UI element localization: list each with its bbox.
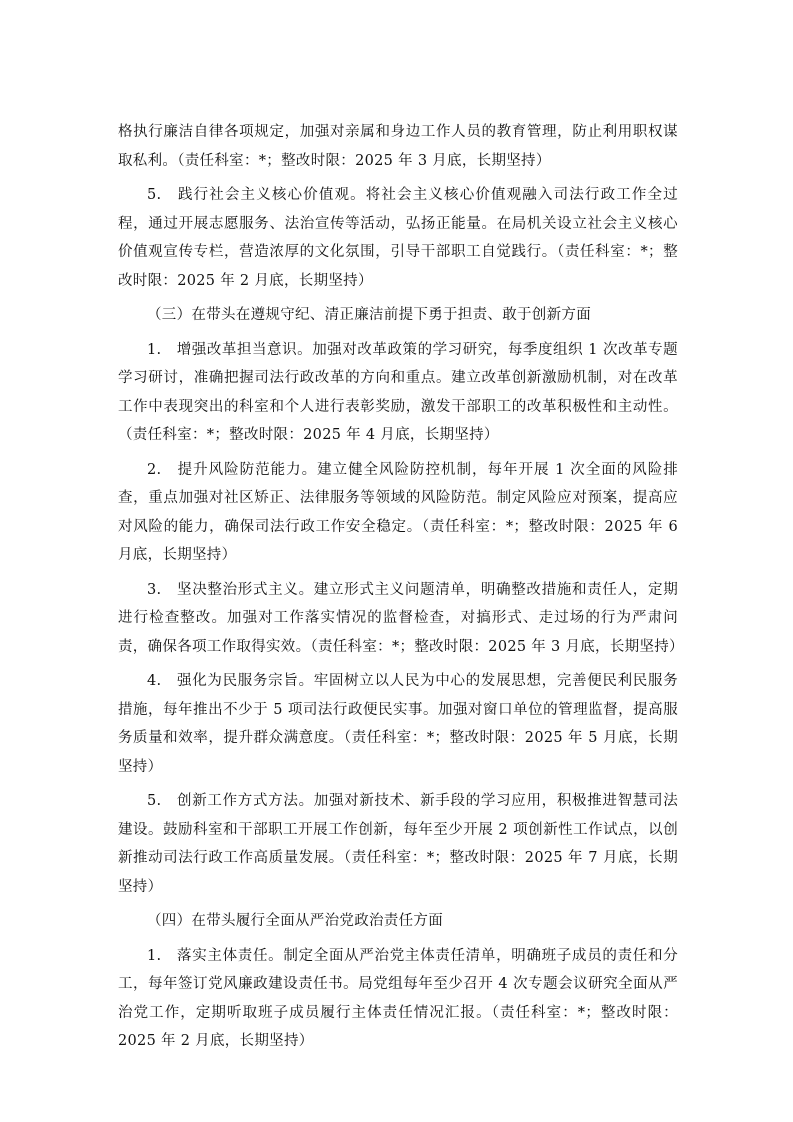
section-heading-3: （三）在带头在遵规守纪、清正廉洁前提下勇于担责、敢于创新方面 (147, 307, 591, 323)
paragraph-continuation: 格执行廉洁自律各项规定，加强对亲属和身边工作人员的教育管理，防止利用职权谋取私利。（责任科室：*；整改时限：2025 年 3 月底，长期坚持） (118, 124, 678, 169)
section-heading-4: （四）在带头履行全面从严治党政治责任方面 (147, 913, 443, 929)
list-item-5-innovation: 5. 创新工作方式方法。加强对新技术、新手段的学习应用，积极推进智慧司法建设。鼓励科室和干部职工开展工作创新，每年至少开展 2 项创新性工作试点，以创新推动司法行政工作高质量发展。（责任科室：*；整改时限：2025 年 7 月底，长期坚持） (118, 793, 678, 895)
list-item-1-reform: 1. 增强改革担当意识。加强对改革政策的学习研究，每季度组织 1 次改革专题学习研讨，准确把握司法行政改革的方向和重点。建立改革创新激励机制，对在改革工作中表现突出的科室和个人进行表彰奖励，激发干部职工的改革积极性和主动性。（责任科室：*；整改时限：2025 年 4 月底，长期坚持） (118, 341, 678, 443)
list-item-3-formalism: 3. 坚决整治形式主义。建立形式主义问题清单，明确整改措施和责任人，定期进行检查整改。加强对工作落实情况的监督检查，对搞形式、走过场的行为严肃问责，确保各项工作取得实效。（责任科室：*；整改时限：2025 年 3 月底，长期坚持） (118, 581, 684, 655)
list-item-1-responsibility: 1. 落实主体责任。制定全面从严治党主体责任清单，明确班子成员的责任和分工，每年签订党风廉政建设责任书。局党组每年至少召开 4 次专题会议研究全面从严治党工作，定期听取班子成员履行主体责任情况汇报。（责任科室：*；整改时限：2025 年 2 月底，长期坚持） (118, 947, 678, 1049)
document-page (118, 118, 684, 1062)
list-item-5-core-values: 5. 践行社会主义核心价值观。将社会主义核心价值观融入司法行政工作全过程，通过开展志愿服务、法治宣传等活动，弘扬正能量。在局机关设立社会主义核心价值观宣传专栏，营造浓厚的文化氛围，引导干部职工自觉践行。（责任科室：*；整改时限：2025 年 2 月底，长期坚持） (118, 187, 678, 289)
list-item-4-service: 4. 强化为民服务宗旨。牢固树立以人民为中心的发展思想，完善便民利民服务措施，每年推出不少于 5 项司法行政便民实事。加强对窗口单位的管理监督，提高服务质量和效率，提升群众满意度。（责任科室：*；整改时限：2025 年 5 月底，长期坚持） (118, 673, 678, 775)
list-item-2-risk: 2. 提升风险防范能力。建立健全风险防控机制，每年开展 1 次全面的风险排查，重点加强对社区矫正、法律服务等领域的风险防范。制定风险应对预案，提高应对风险的能力，确保司法行政工作安全稳定。（责任科室：*；整改时限：2025 年 6 月底，长期坚持） (118, 461, 678, 563)
